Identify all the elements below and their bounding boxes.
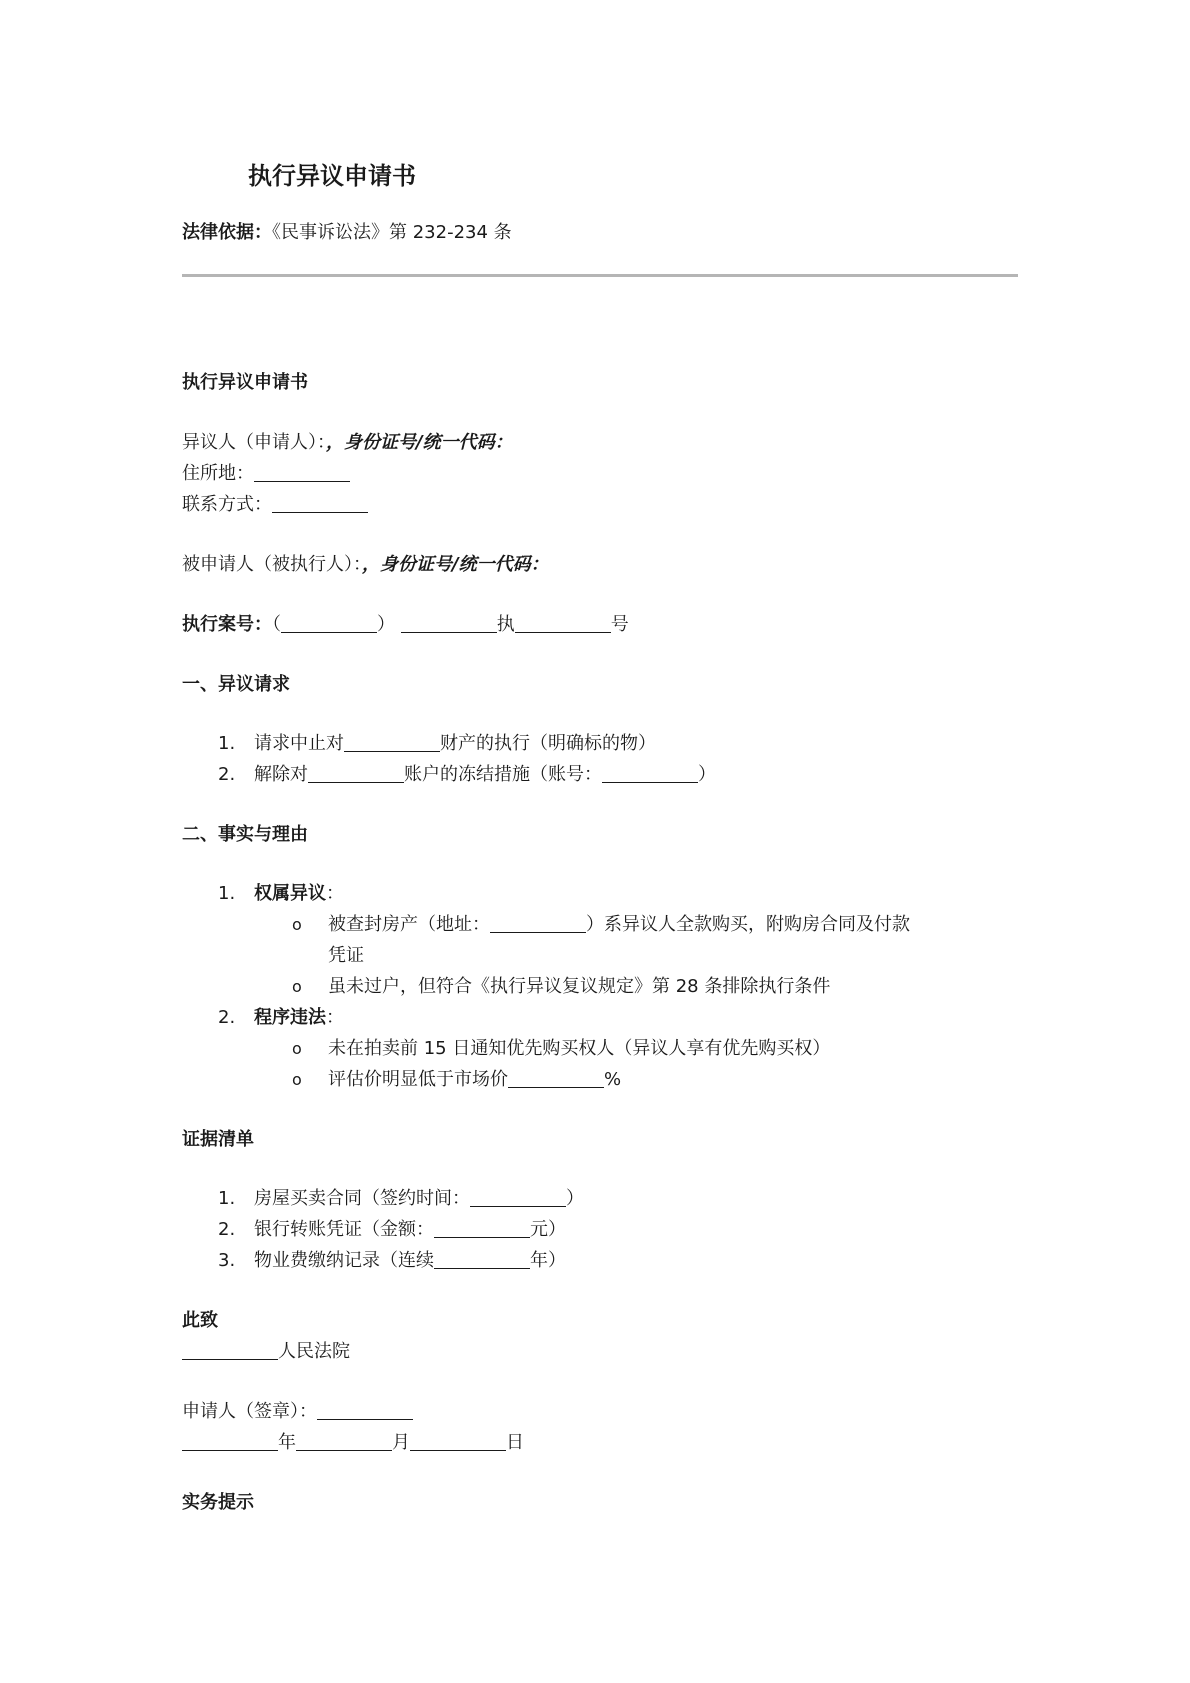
case-close-paren: ） xyxy=(377,614,395,635)
signature-blank[interactable] xyxy=(317,1401,413,1420)
respondent-label: 被申请人（被执行人）： xyxy=(182,554,362,575)
evidence-item-2-text-b: 元） xyxy=(530,1219,566,1240)
objector-id-label: ，身份证号/统一代码： xyxy=(326,432,513,453)
request-item-1-number: 1. xyxy=(218,733,236,754)
fact-item-2-title-text: 程序违法 xyxy=(254,1007,326,1028)
request-item-2-account-blank[interactable] xyxy=(308,764,404,783)
residence-blank[interactable] xyxy=(254,463,350,482)
fact-bullet-1-continued: 凭证 xyxy=(328,945,364,966)
evidence-item-3 xyxy=(254,1248,566,1274)
case-zhi-text: 执 xyxy=(496,614,515,635)
price-gap-blank[interactable] xyxy=(508,1069,604,1088)
case-court-blank[interactable] xyxy=(401,614,497,633)
court-line xyxy=(182,1339,350,1365)
closing-salutation: 此致 xyxy=(182,1310,218,1331)
fact-bullet-1-text-a: 被查封房产（地址： xyxy=(328,914,490,935)
doc-heading: 执行异议申请书 xyxy=(182,372,308,393)
legal-basis xyxy=(182,218,512,244)
respondent-id-label: ，身份证号/统一代码： xyxy=(362,554,549,575)
month-blank[interactable] xyxy=(296,1432,392,1451)
evidence-item-1-text-b: ） xyxy=(566,1188,584,1209)
request-item-1-text-b: 财产的执行（明确标的物） xyxy=(440,733,656,754)
court-name-blank[interactable] xyxy=(182,1341,278,1360)
fact-bullet-2-marker: o xyxy=(292,977,302,996)
legal-basis-label: 法律依据： xyxy=(182,222,272,243)
fact-bullet-1-marker: o xyxy=(292,915,302,934)
fact-bullet-4-marker: o xyxy=(292,1070,302,1089)
request-item-2-text-a: 解除对 xyxy=(254,764,308,785)
fact-item-1-number: 1. xyxy=(218,883,236,904)
fee-years-blank[interactable] xyxy=(434,1250,530,1269)
fact-bullet-4-percent: % xyxy=(604,1069,622,1090)
request-item-2-number-blank[interactable] xyxy=(602,764,698,783)
case-hao-text: 号 xyxy=(610,614,629,635)
document-title: 执行异议申请书 xyxy=(248,162,416,190)
contract-date-blank[interactable] xyxy=(470,1188,566,1207)
fact-bullet-4 xyxy=(328,1067,621,1093)
request-item-1-blank[interactable] xyxy=(344,733,440,752)
fact-bullet-3: 未在拍卖前 15 日通知优先购买权人（异议人享有优先购买权） xyxy=(328,1038,831,1059)
fact-bullet-1-text-b: ）系异议人全款购买，附购房合同及付款 xyxy=(586,914,910,935)
case-number-line xyxy=(182,612,629,638)
request-item-2-text-b: 账户的冻结措施（账号： xyxy=(404,764,602,785)
residence-line xyxy=(182,461,350,487)
request-item-2-text-c: ） xyxy=(698,764,716,785)
objector-line xyxy=(182,430,513,456)
evidence-item-3-text-a: 物业费缴纳记录（连续 xyxy=(254,1250,434,1271)
year-label: 年 xyxy=(278,1432,296,1453)
year-blank[interactable] xyxy=(182,1432,278,1451)
residence-label: 住所地： xyxy=(182,463,254,484)
evidence-item-2 xyxy=(254,1217,566,1243)
section-facts-title: 二、事实与理由 xyxy=(182,824,308,845)
request-item-2-number: 2. xyxy=(218,764,236,785)
month-label: 月 xyxy=(392,1432,410,1453)
signature-label: 申请人（签章）： xyxy=(182,1401,317,1422)
evidence-item-1-number: 1. xyxy=(218,1188,236,1209)
case-number-label: 执行案号： xyxy=(182,614,272,635)
contact-label: 联系方式： xyxy=(182,494,272,515)
signature-line xyxy=(182,1399,413,1425)
day-label: 日 xyxy=(506,1432,524,1453)
fact-bullet-4-text-a: 评估价明显低于市场价 xyxy=(328,1069,508,1090)
evidence-item-1 xyxy=(254,1186,584,1212)
respondent-line xyxy=(182,552,549,578)
request-item-1 xyxy=(254,731,656,757)
fact-bullet-3-marker: o xyxy=(292,1039,302,1058)
evidence-item-3-text-b: 年） xyxy=(530,1250,566,1271)
fact-item-1-colon: ： xyxy=(326,883,344,904)
day-blank[interactable] xyxy=(410,1432,506,1451)
fact-item-2-title xyxy=(254,1005,344,1031)
contact-line xyxy=(182,492,368,518)
evidence-list-title: 证据清单 xyxy=(182,1129,254,1150)
fact-item-2-number: 2. xyxy=(218,1007,236,1028)
property-address-blank[interactable] xyxy=(490,914,586,933)
case-year-blank[interactable] xyxy=(281,614,377,633)
court-suffix: 人民法院 xyxy=(278,1341,350,1362)
contact-blank[interactable] xyxy=(272,494,368,513)
evidence-item-2-number: 2. xyxy=(218,1219,236,1240)
evidence-item-3-number: 3. xyxy=(218,1250,236,1271)
header-divider xyxy=(182,274,1018,277)
case-serial-blank[interactable] xyxy=(515,614,611,633)
legal-basis-value: 《民事诉讼法》第 232-234 条 xyxy=(272,222,512,243)
section-objection-requests-title: 一、异议请求 xyxy=(182,674,290,695)
fact-item-1-title-text: 权属异议 xyxy=(254,883,326,904)
transfer-amount-blank[interactable] xyxy=(434,1219,530,1238)
date-line xyxy=(182,1430,524,1456)
case-open-paren: （ xyxy=(272,614,281,635)
practice-tips-title: 实务提示 xyxy=(182,1492,254,1513)
request-item-2 xyxy=(254,762,716,788)
fact-item-1-title xyxy=(254,881,344,907)
fact-bullet-1 xyxy=(328,912,910,938)
request-item-1-text-a: 请求中止对 xyxy=(254,733,344,754)
objector-label: 异议人（申请人）： xyxy=(182,432,326,453)
evidence-item-1-text-a: 房屋买卖合同（签约时间： xyxy=(254,1188,470,1209)
evidence-item-2-text-a: 银行转账凭证（金额： xyxy=(254,1219,434,1240)
fact-bullet-2: 虽未过户，但符合《执行异议复议规定》第 28 条排除执行条件 xyxy=(328,976,831,997)
fact-item-2-colon: ： xyxy=(326,1007,344,1028)
